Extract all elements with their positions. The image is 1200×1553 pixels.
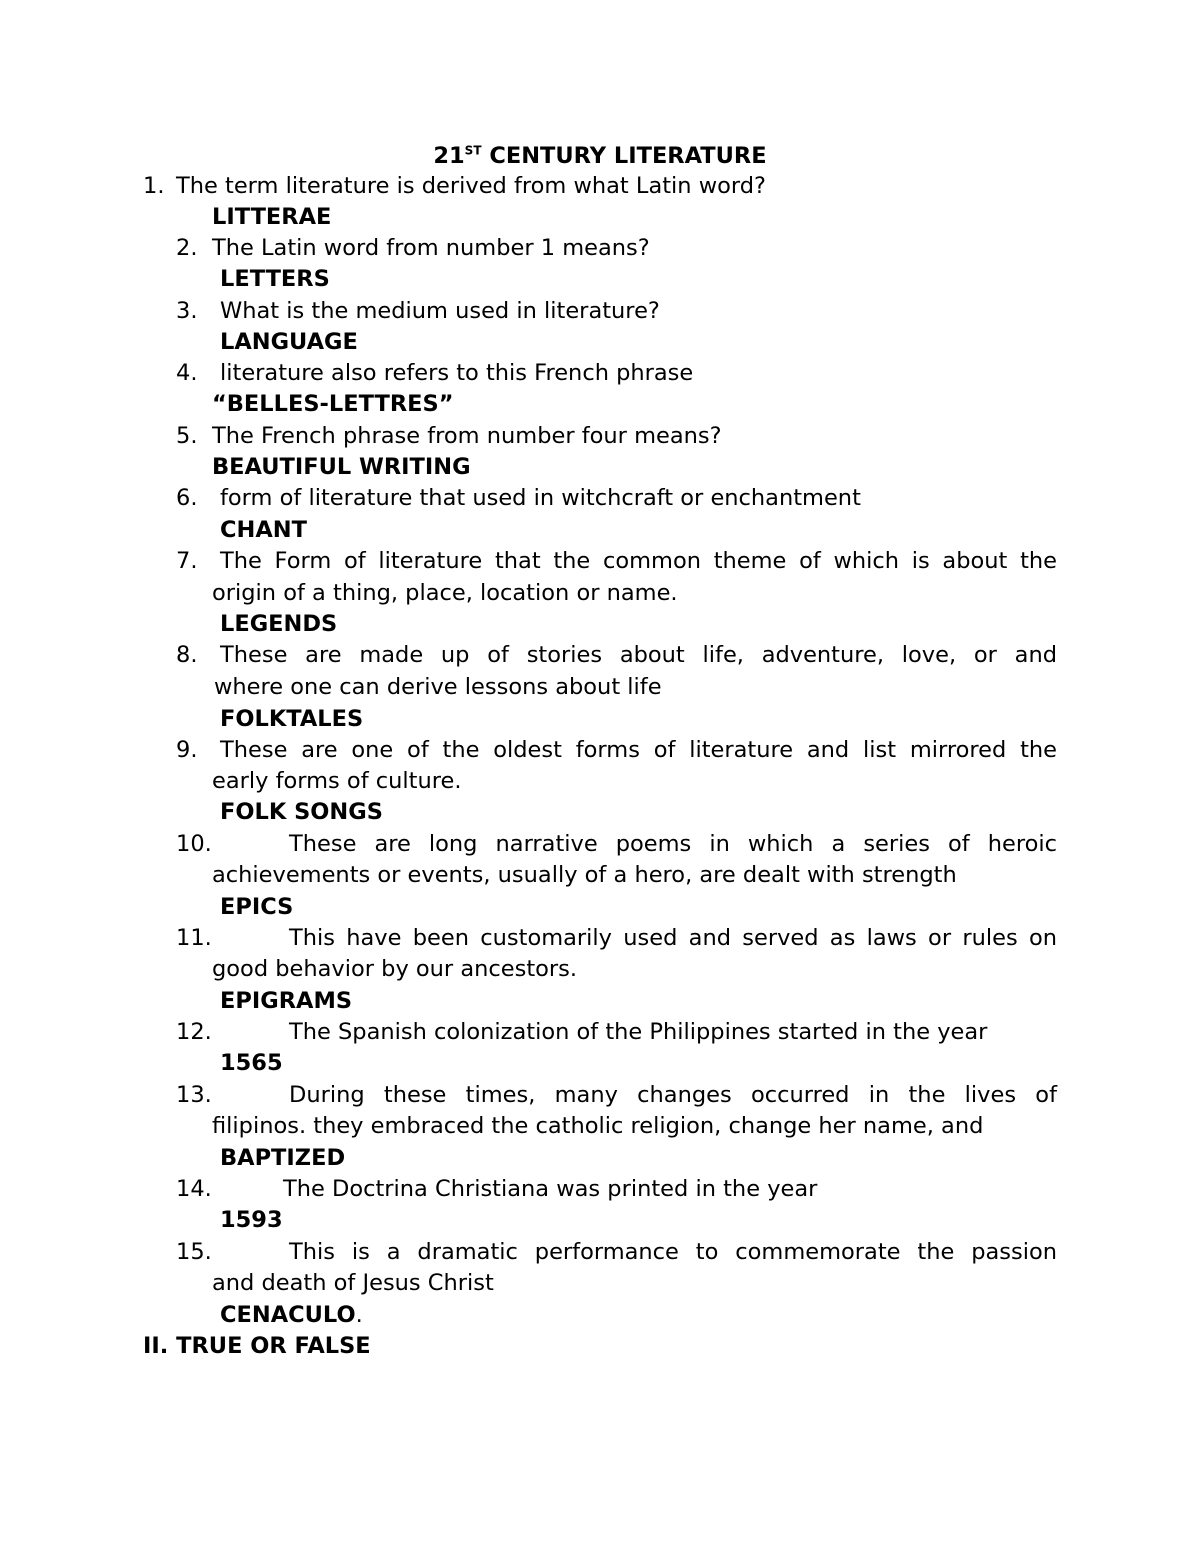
item-answer: LITTERAE [212, 204, 332, 230]
title-text: CENTURY LITERATURE [481, 143, 767, 169]
item-number: 6. [176, 485, 198, 511]
item-question: These are made up of stories about life, adventure, love, or and [220, 642, 1057, 668]
item-answer: EPICS [220, 894, 294, 920]
item-number: 10. [176, 831, 212, 857]
item-number: 2. [176, 235, 198, 261]
item-number: 11. [176, 925, 212, 951]
item-question-continued: early forms of culture. [212, 768, 462, 794]
item-number: 4. [176, 360, 198, 386]
item-question: literature also refers to this French phrase [220, 360, 694, 386]
item-answer: BAPTIZED [220, 1145, 346, 1171]
page-title [0, 140, 1200, 172]
item-answer-text: CENACULO [220, 1302, 356, 1328]
item-question: What is the medium used in literature? [220, 298, 660, 324]
item-question: The Spanish colonization of the Philippines started in the year [289, 1019, 988, 1045]
item-question: This have been customarily used and served as laws or rules on [289, 925, 1057, 951]
item-number: 9. [176, 737, 198, 763]
item-number: 8. [176, 642, 198, 668]
item-answer: 1565 [220, 1050, 283, 1076]
item-number: 12. [176, 1019, 212, 1045]
item-answer: FOLKTALES [220, 706, 364, 732]
item-answer: LETTERS [220, 266, 330, 292]
item-question: These are one of the oldest forms of literature and list mirrored the [220, 737, 1057, 763]
section-heading: II. TRUE OR FALSE [143, 1333, 371, 1359]
title-number: 21 [433, 143, 465, 169]
item-number: 7. [176, 548, 198, 574]
item-answer [220, 1300, 363, 1331]
item-question: The Doctrina Christiana was printed in the year [283, 1176, 818, 1202]
item-question: During these times, many changes occurred in the lives of [289, 1082, 1057, 1108]
item-number: 1. [143, 173, 165, 199]
item-question: The Latin word from number 1 means? [212, 235, 650, 261]
item-question: The term literature is derived from what Latin word? [176, 173, 766, 199]
title-superscript: ST [464, 143, 482, 158]
item-number: 13. [176, 1082, 212, 1108]
item-question: This is a dramatic performance to commemorate the passion [289, 1239, 1057, 1265]
item-question: The French phrase from number four means? [212, 423, 722, 449]
item-answer: 1593 [220, 1207, 283, 1233]
item-answer: EPIGRAMS [220, 988, 353, 1014]
item-number: 5. [176, 423, 198, 449]
item-question-continued: where one can derive lessons about life [214, 674, 662, 700]
item-answer: BEAUTIFUL WRITING [212, 454, 471, 480]
item-number: 14. [176, 1176, 212, 1202]
item-answer: LANGUAGE [220, 329, 358, 355]
item-question-continued: origin of a thing, place, location or name. [212, 580, 678, 606]
item-question-continued: filipinos. they embraced the catholic religion, change her name, and [212, 1113, 984, 1139]
item-number: 15. [176, 1239, 212, 1265]
item-answer: CHANT [220, 517, 307, 543]
item-question-continued: good behavior by our ancestors. [212, 956, 578, 982]
item-answer: “BELLES-LETTRES” [212, 391, 454, 417]
item-answer: FOLK SONGS [220, 799, 383, 825]
item-number: 3. [176, 298, 198, 324]
item-question: The Form of literature that the common theme of which is about the [220, 548, 1057, 574]
item-question: form of literature that used in witchcraft or enchantment [220, 485, 861, 511]
item-question-continued: achievements or events, usually of a hero, are dealt with strength [212, 862, 957, 888]
item-answer-suffix: . [355, 1302, 363, 1328]
item-question-continued: and death of Jesus Christ [212, 1270, 494, 1296]
item-question: These are long narrative poems in which a series of heroic [289, 831, 1057, 857]
item-answer: LEGENDS [220, 611, 338, 637]
